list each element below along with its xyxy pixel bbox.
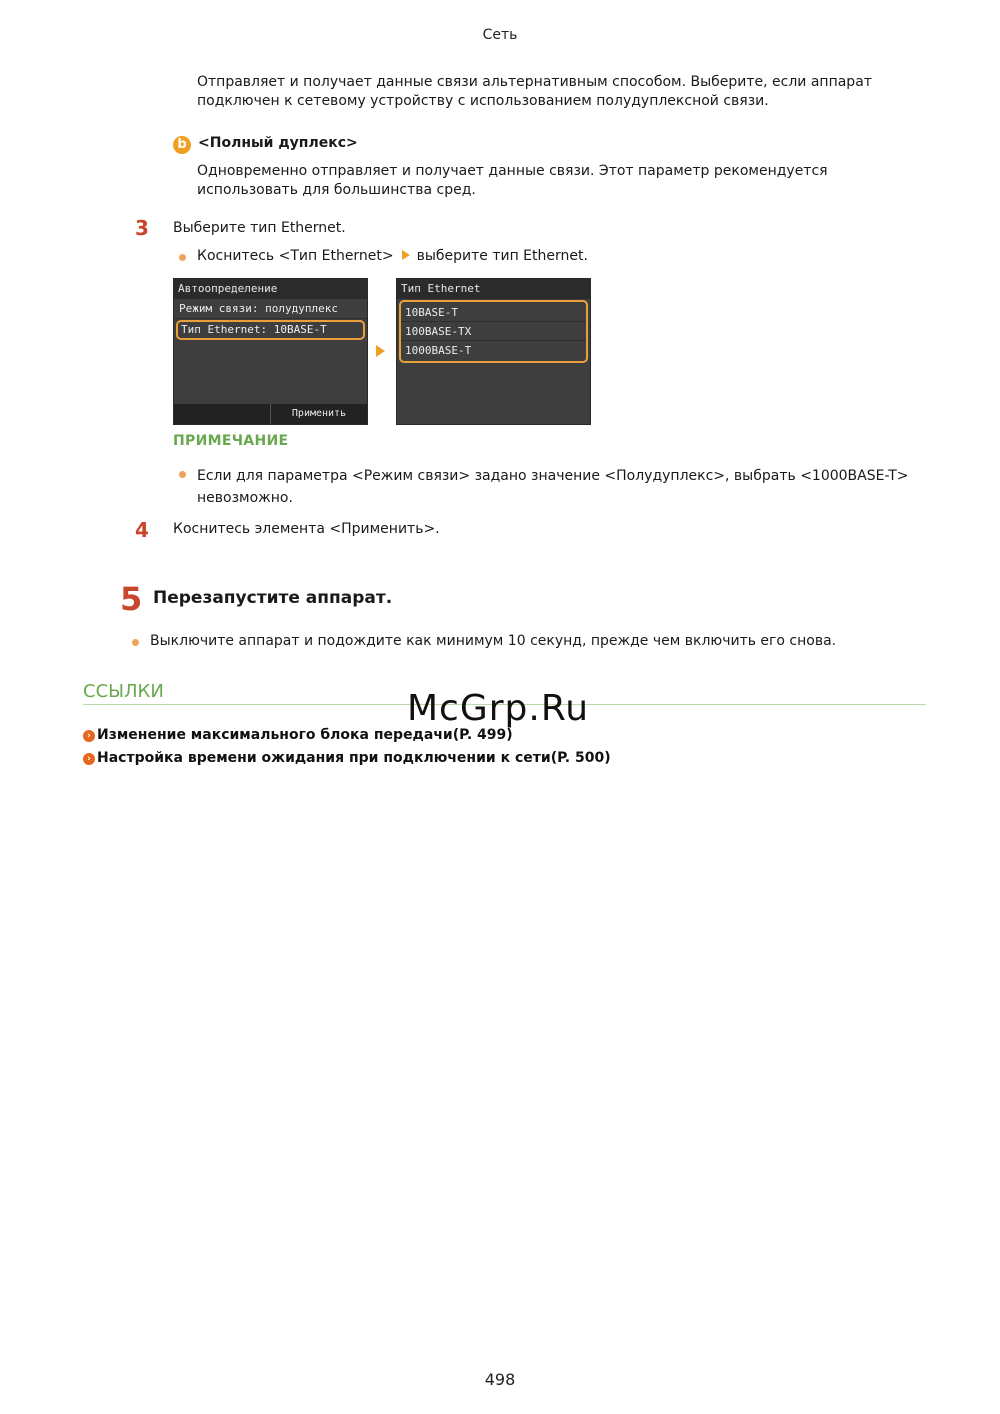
note-line-1: Если для параметра <Режим связи> задано значение <Полудуплекс>, выбрать <1000BASE-T> [197,468,909,484]
full-duplex-title: <Полный дуплекс> [198,135,358,151]
step-3-text: Выберите тип Ethernet. [173,220,346,236]
page-header: Сеть [482,27,518,43]
step-3-bullet [197,248,588,264]
screen-autodetect [173,278,368,425]
half-duplex-description [197,73,872,111]
screen-2-title: Тип Ethernet [397,279,590,299]
step-4-number: 4 [135,518,149,542]
note-text [197,465,909,509]
watermark: McGrp.Ru [407,688,590,729]
step-3-bullet-part-1: Коснитесь <Тип Ethernet> [197,248,394,264]
link-mtu-label: Изменение максимального блока передачи(P. 499) [97,727,513,743]
note-label: ПРИМЕЧАНИЕ [173,433,289,449]
next-arrow-icon [376,345,385,357]
page-number: 498 [484,1370,516,1389]
link-mtu[interactable] [83,727,513,743]
note-bullet-dot [179,471,186,478]
step-5-title: Перезапустите аппарат. [153,588,393,608]
screen-ethernet-type [396,278,591,425]
screen-2-option-1000base-t[interactable]: 1000BASE-T [405,344,472,357]
screen-1-title: Автоопределение [174,279,367,299]
screen-1-row-ethernet-type[interactable]: Тип Ethernet: 10BASE-T [176,320,365,340]
full-duplex-line-2: использовать для большинства сред. [197,182,476,198]
step-4-text: Коснитесь элемента <Применить>. [173,521,440,537]
link-wait-time[interactable] [83,750,611,766]
screen-1-row-communication-mode[interactable]: Режим связи: полудуплекс [174,299,367,319]
screen-2-option-10base-t[interactable]: 10BASE-T [401,303,586,322]
screen-1-apply-button[interactable]: Применить [270,404,367,424]
arrow-right-icon [402,250,410,260]
note-line-2: невозможно. [197,490,293,506]
step-5-number: 5 [120,580,143,618]
screen-2-options-highlight [399,300,588,363]
option-b-icon: b [173,136,191,154]
step-3-bullet-part-2: выберите тип Ethernet. [416,248,588,264]
step-3-bullet-dot [179,254,186,261]
step-5-bullet-dot [132,639,139,646]
full-duplex-line-1: Одновременно отправляет и получает данные связи. Этот параметр рекомендуется [197,163,828,179]
full-duplex-description [197,162,828,200]
step-3-number: 3 [135,216,149,240]
half-duplex-line-1: Отправляет и получает данные связи альтернативным способом. Выберите, если аппарат [197,74,872,90]
link-arrow-icon: › [83,753,95,765]
screen-1-bottom-bar [174,404,367,424]
half-duplex-line-2: подключен к сетевому устройству с использованием полудуплексной связи. [197,93,769,109]
link-wait-time-label: Настройка времени ожидания при подключении к сети(P. 500) [97,750,611,766]
link-arrow-icon: › [83,730,95,742]
links-title: ССЫЛКИ [83,681,164,702]
step-5-bullet: Выключите аппарат и подождите как минимум 10 секунд, прежде чем включить его снова. [150,633,837,649]
screen-2-option-100base-tx[interactable]: 100BASE-TX [401,322,586,341]
